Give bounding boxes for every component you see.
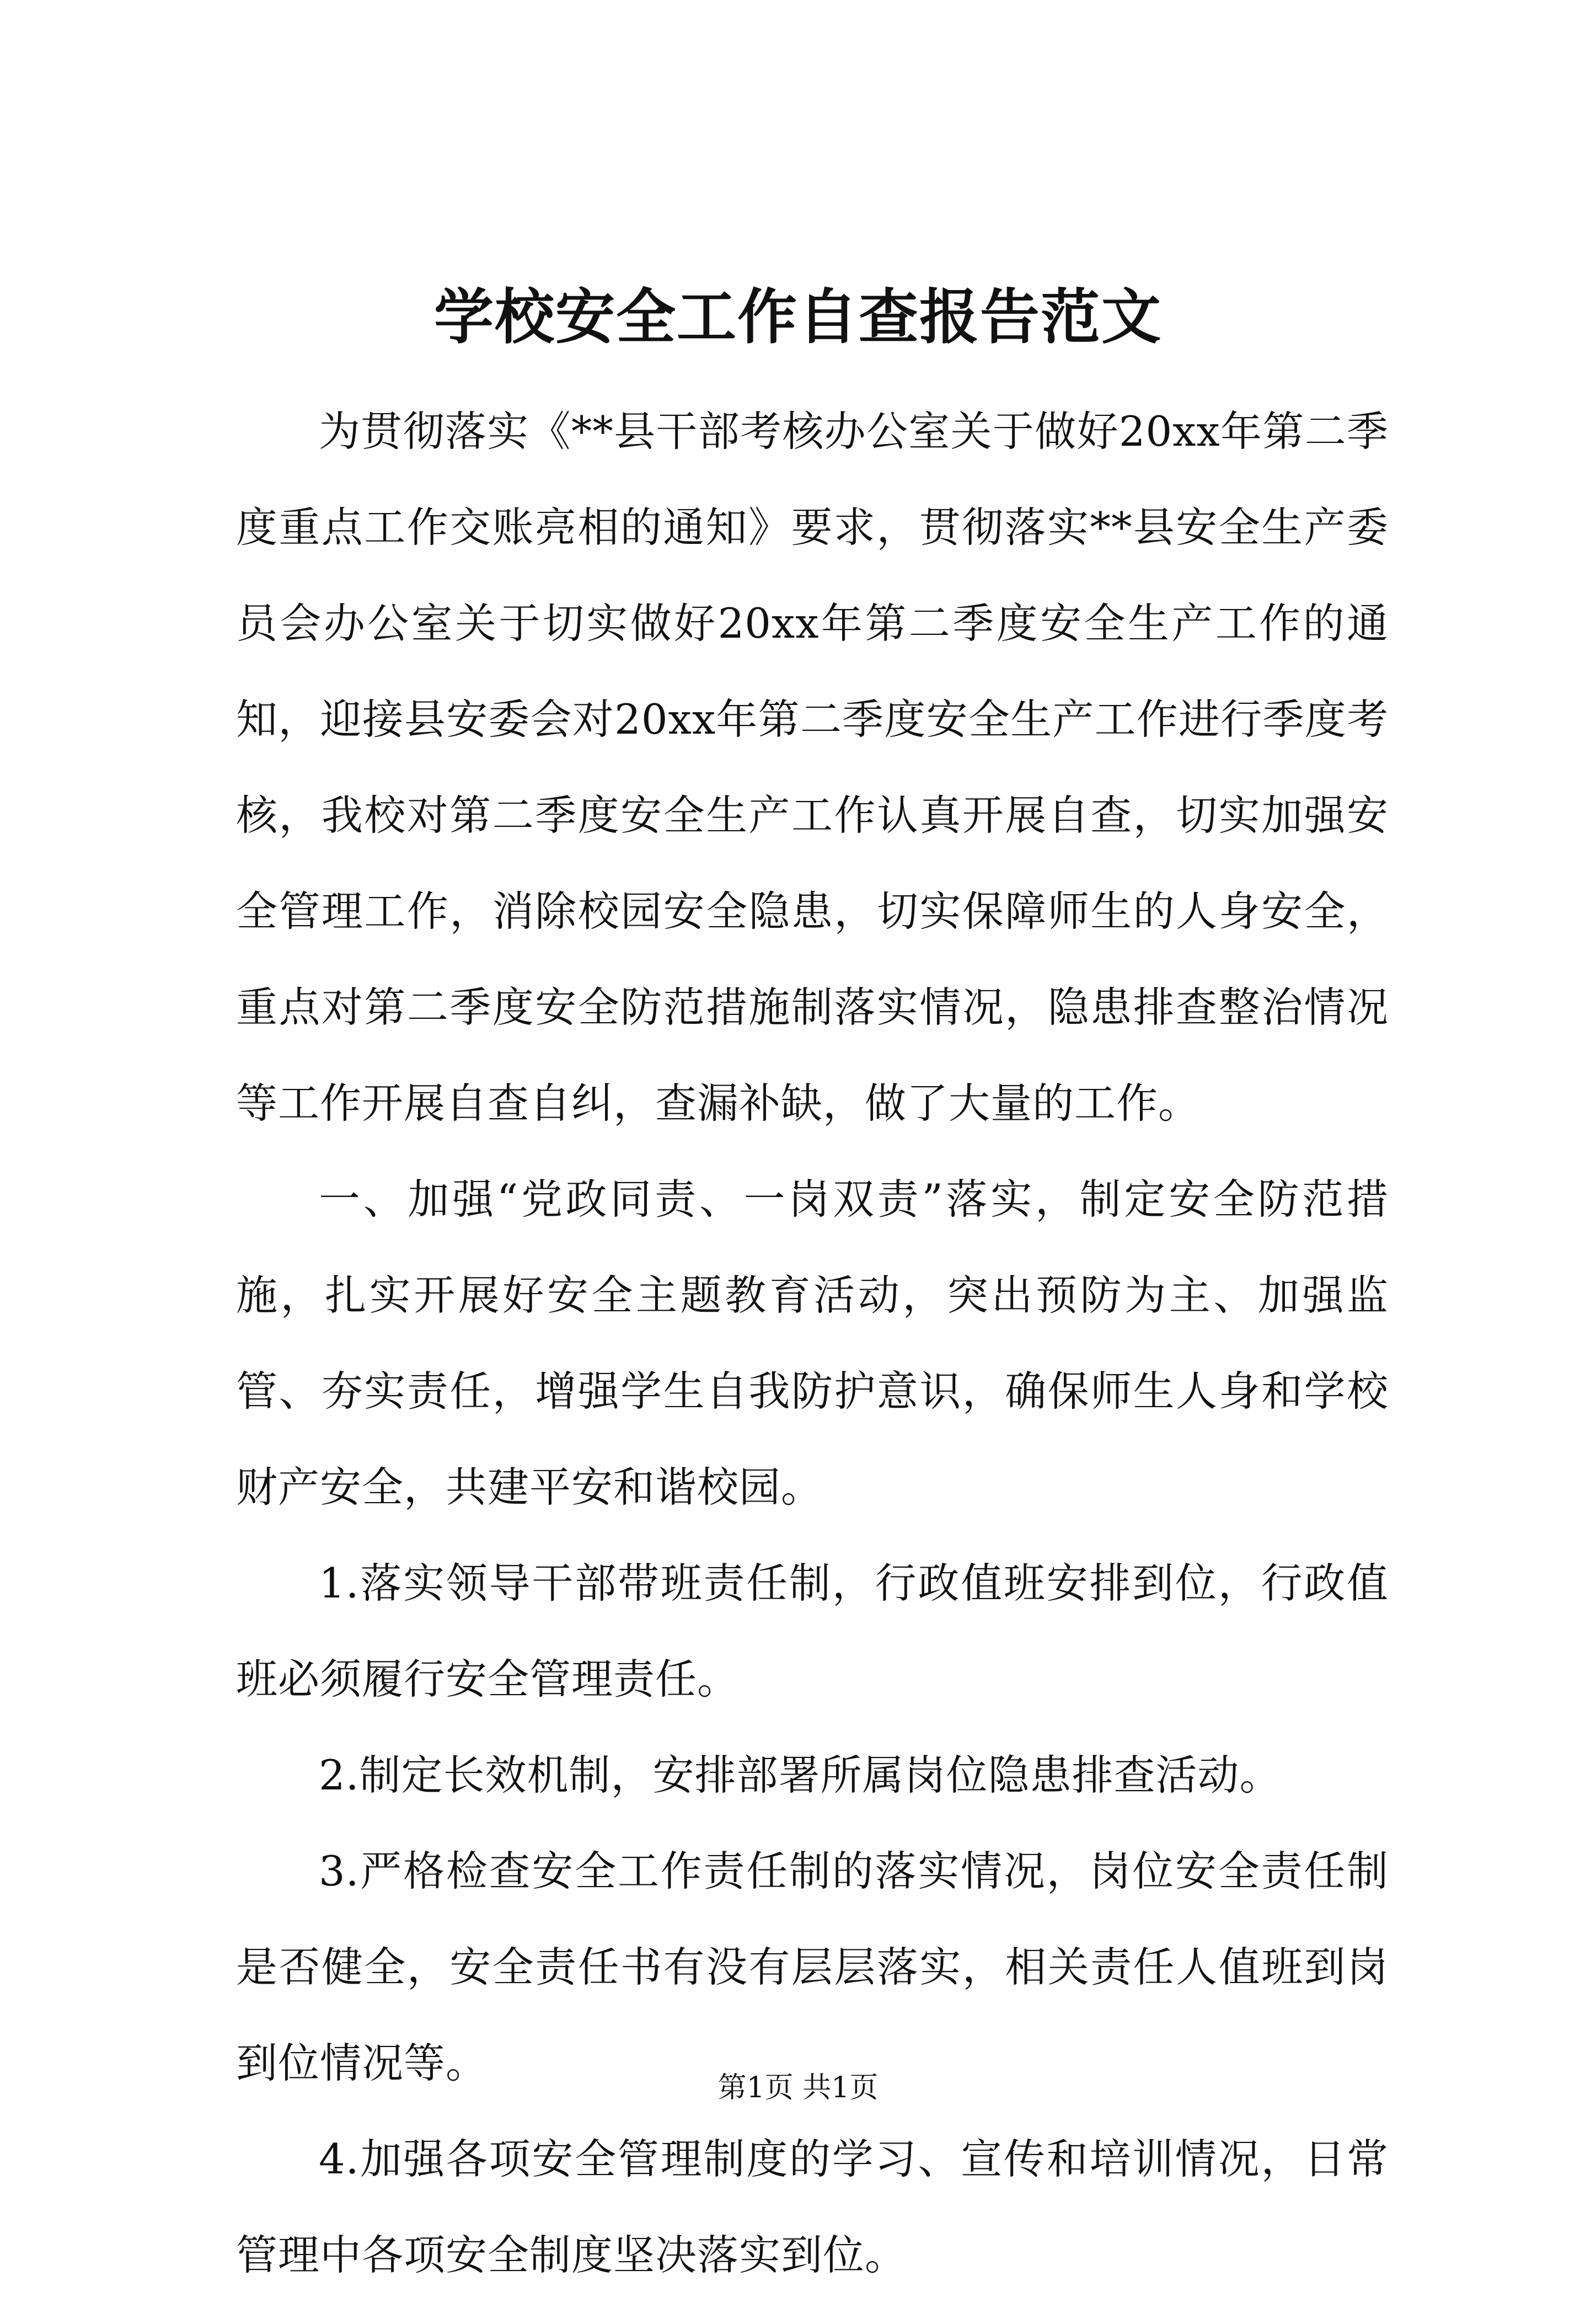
document-title: 学校安全工作自查报告范文: [433, 282, 1162, 352]
page-footer: 第1页 共1页: [717, 2071, 879, 2104]
paragraph-section-one: 一、加强“党政同责、一岗双责”落实，制定安全防范措施，扎实开展好安全主题教育活动，突出预防为主、加强监管、夯实责任，增强学生自我防护意识，确保师生人身和学校财产安全，共建平安和谐校园。: [236, 1175, 1389, 1511]
document-body: [236, 383, 1389, 2303]
paragraph-item-3: 3.严格检查安全工作责任制的落实情况，岗位安全责任制是否健全，安全责任书有没有层层落实，相关责任人值班到岗到位情况等。: [236, 1847, 1389, 2087]
paragraph-item-4: 4.加强各项安全管理制度的学习、宣传和培训情况，日常管理中各项安全制度坚决落实到位。: [236, 2135, 1389, 2279]
paragraph-item-1: 1.落实领导干部带班责任制，行政值班安排到位，行政值班必须履行安全管理责任。: [236, 1559, 1389, 1703]
paragraph-item-2: 2.制定长效机制，安排部署所属岗位隐患排查活动。: [319, 1751, 1282, 1799]
paragraph-intro: 为贯彻落实《**县干部考核办公室关于做好20xx年第二季度重点工作交账亮相的通知》要求，贯彻落实**县安全生产委员会办公室关于切实做好20xx年第二季度安全生产工作的通知，迎接县安委会对20xx年第二季度安全生产工作进行季度考核，我校对第二季度安全生产工作认真开展自查，切实加强安全管理工作，消除校园安全隐患，切实保障师生的人身安全，重点对第二季度安全防范措施制落实情况，隐患排查整治情况等工作开展自查自纠，查漏补缺，做了大量的工作。: [236, 407, 1389, 1128]
